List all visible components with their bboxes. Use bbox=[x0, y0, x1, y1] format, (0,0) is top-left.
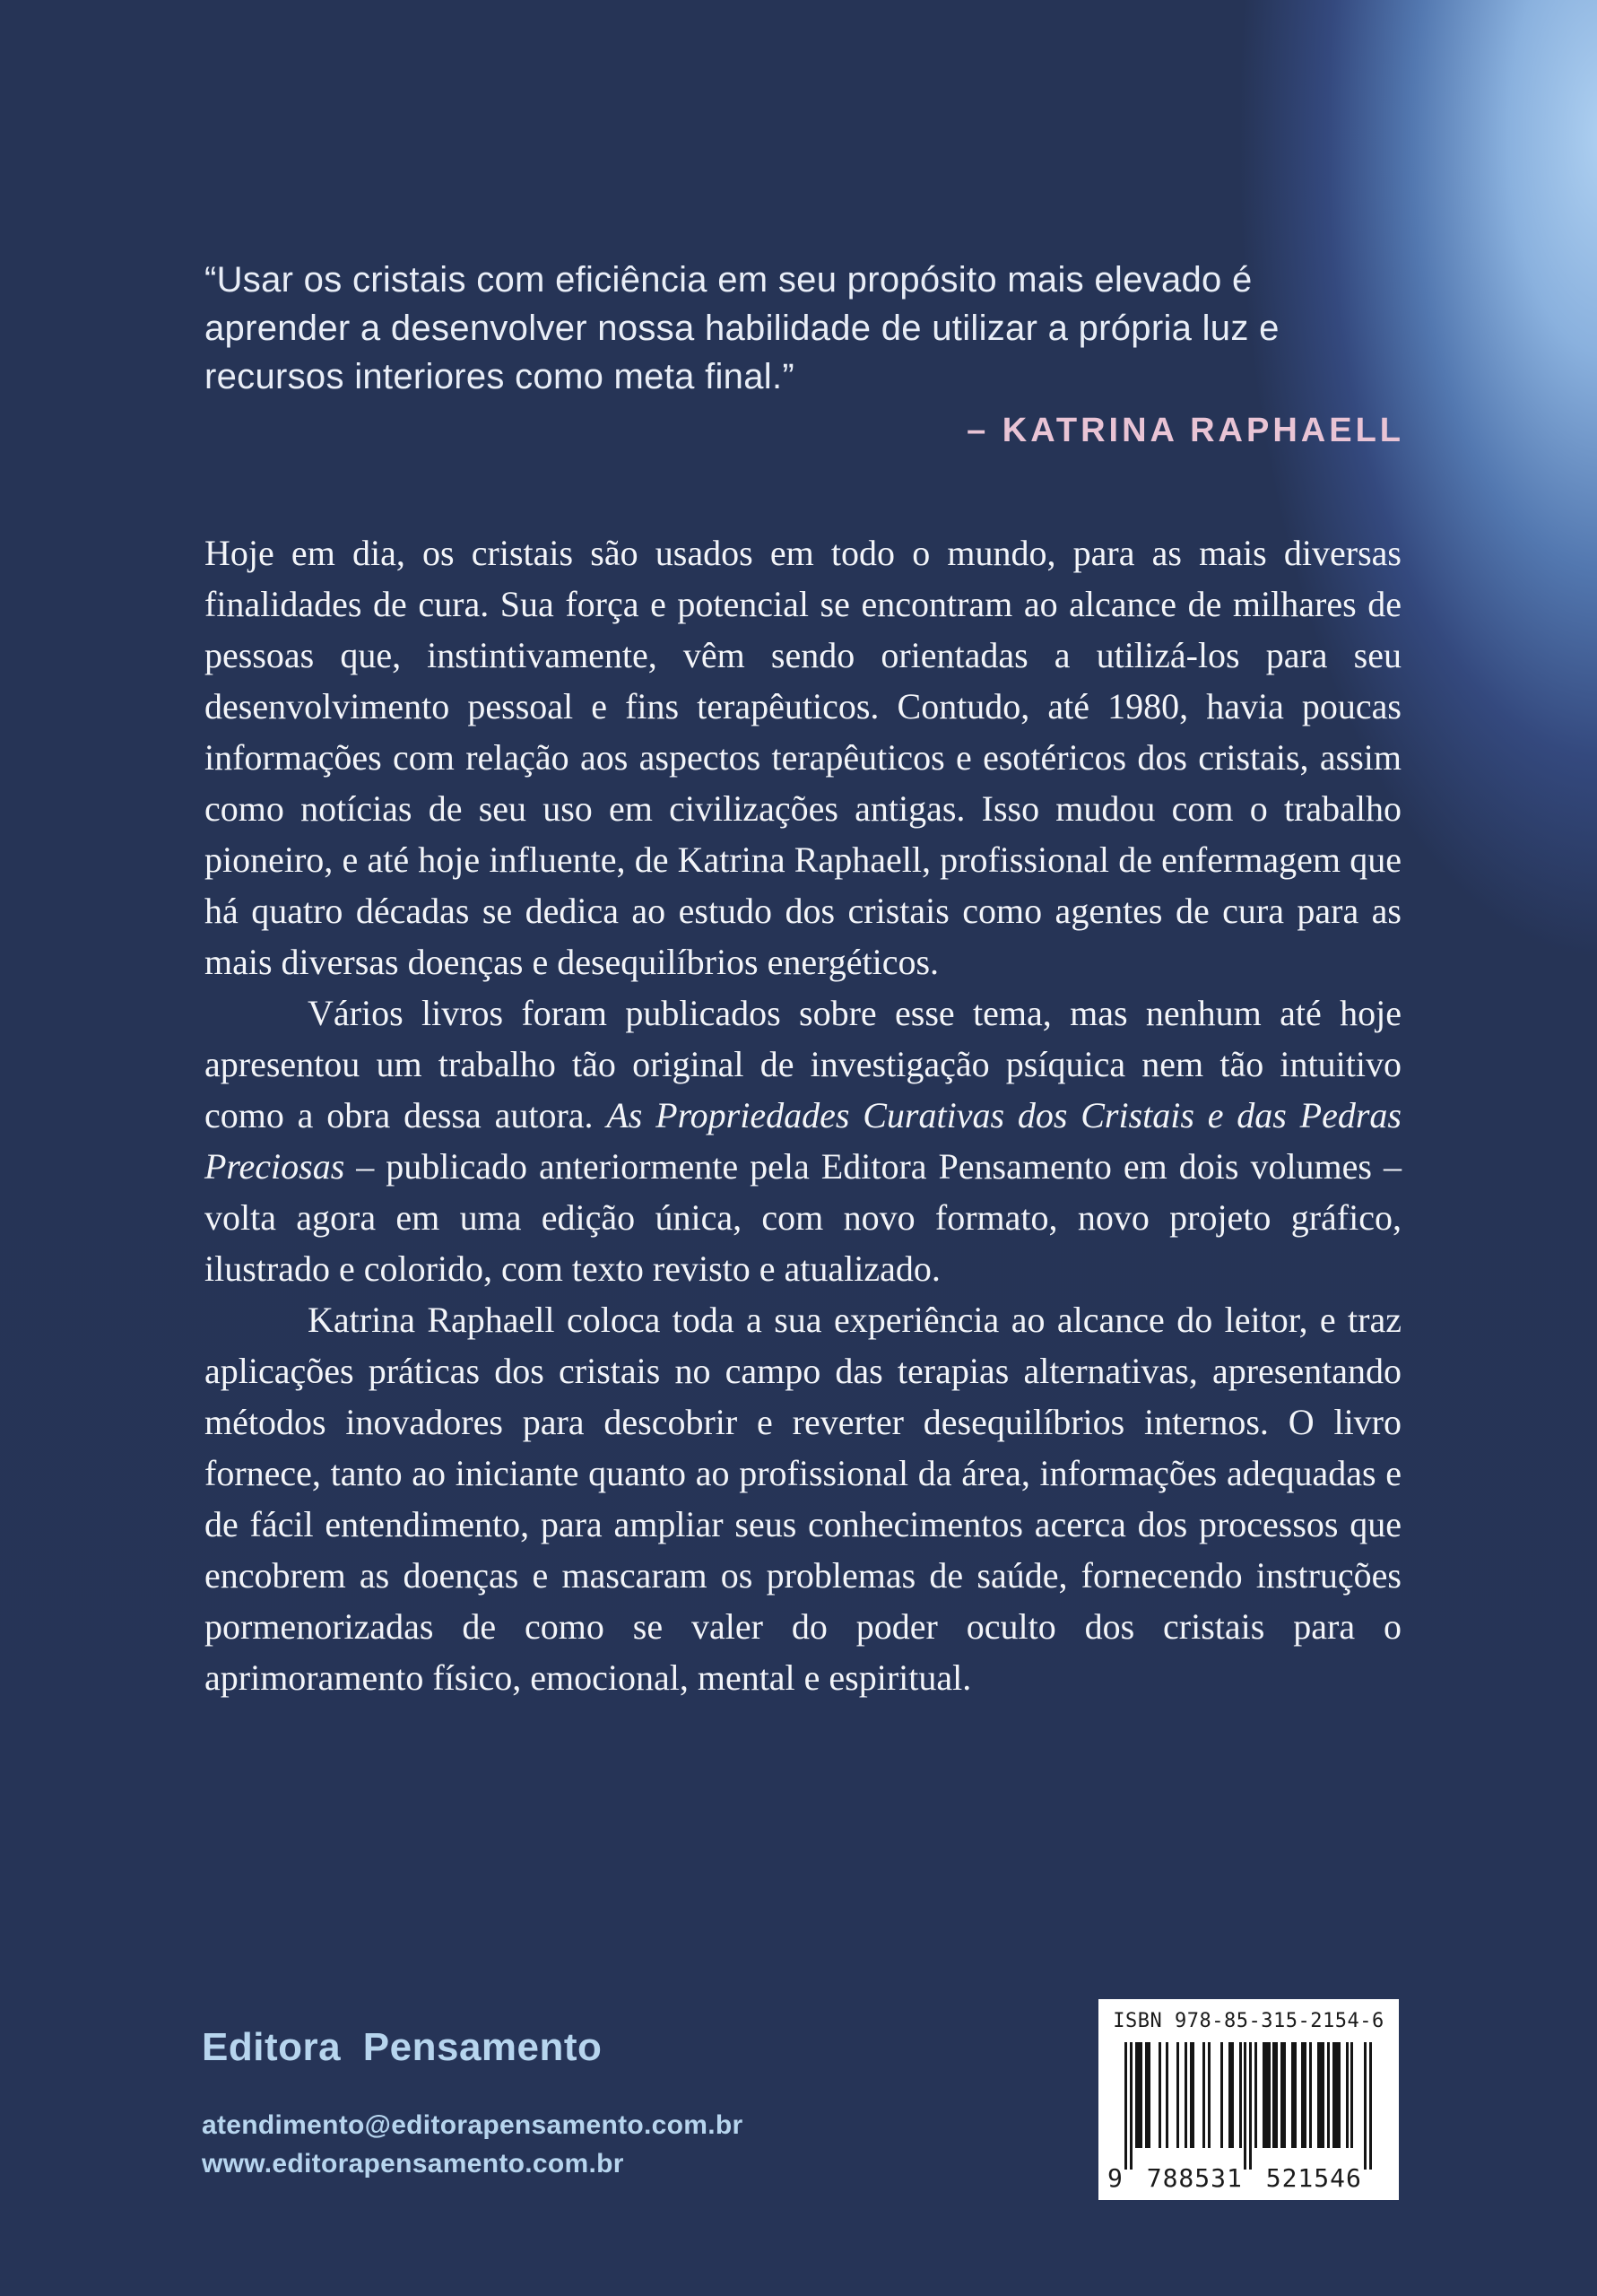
barcode-bar bbox=[1369, 2042, 1372, 2170]
barcode-bar bbox=[1309, 2042, 1312, 2148]
book-title: As Propriedades Curativas dos Cristais e das Pedras Preciosas bbox=[204, 1095, 1402, 1187]
barcode-bar bbox=[1176, 2042, 1179, 2148]
barcode-bar bbox=[1202, 2042, 1205, 2148]
barcode-bar bbox=[1166, 2042, 1168, 2148]
barcode-bar bbox=[1239, 2042, 1242, 2148]
synopsis-block bbox=[204, 527, 1402, 1703]
synopsis-paragraph-3: Katrina Raphaell coloca toda a sua experiência ao alcance do leitor, e traz aplicações práticas dos cristais no campo das terapias alternativas, apresentando métodos inovadores para descobrir e reverter desequilíbrios internos. O livro fornece, tanto ao iniciante quanto ao profissional da área, informações adequadas e de fácil entendimento, para ampliar seus conhecimentos acerca dos processos que encobrem as doenças e mascaram os problemas de saúde, fornecendo instruções pormenorizadas de como se valer do poder oculto dos cristais para o aprimoramento físico, emocional, mental e espiritual. bbox=[204, 1300, 1402, 1698]
synopsis-paragraph-2 bbox=[204, 987, 1402, 1294]
barcode-bar bbox=[1244, 2042, 1246, 2170]
barcode-bar bbox=[1364, 2042, 1367, 2170]
synopsis-paragraph-1: Hoje em dia, os cristais são usados em todo o mundo, para as mais diversas finalidades de cura. Sua força e potencial se encontram ao alcance de milhares de pessoas que, instintivamente, vêm sendo orientadas a utilizá-los para seu desenvolvimento pessoal e fins terapêuticos. Contudo, até 1980, havia poucas informações com relação aos aspectos terapêuticos e esotéricos dos cristais, assim como notícias de seu uso em civilizações antigas. Isso mudou com o trabalho pioneiro, e até hoje influente, de Katrina Raphaell, profissional de enfermagem que há quatro décadas se dedica ao estudo dos cristais como agentes de cura para as mais diversas doenças e desequilíbrios energéticos. bbox=[204, 533, 1402, 982]
barcode-bar bbox=[1275, 2042, 1278, 2148]
publisher-logo: Editora Pensamento bbox=[202, 2025, 603, 2069]
barcode-bar bbox=[1283, 2042, 1286, 2148]
barcode-bars bbox=[1124, 2042, 1374, 2170]
barcode-bar bbox=[1338, 2042, 1341, 2148]
barcode-bar bbox=[1185, 2042, 1187, 2148]
barcode-bar bbox=[1350, 2042, 1353, 2148]
publisher-contact-block bbox=[202, 2106, 742, 2183]
barcode-bar bbox=[1249, 2042, 1252, 2170]
barcode-bar bbox=[1159, 2042, 1161, 2148]
publisher-email: atendimento@editorapensamento.com.br bbox=[202, 2110, 743, 2140]
barcode-bar bbox=[1322, 2042, 1324, 2148]
barcode-bar bbox=[1124, 2042, 1127, 2170]
barcode-bar bbox=[1254, 2042, 1257, 2148]
synopsis-paragraph-2-continued: – publicado anteriormente pela Editora Pensamento em dois volumes – volta agora em uma edição única, com novo formato, novo projeto gráfico, ilustrado e colorido, com texto revisto e atualizado. bbox=[204, 1146, 1402, 1289]
quote-block bbox=[204, 256, 1404, 450]
barcode-bar bbox=[1130, 2042, 1133, 2170]
synopsis-paragraph-2-text: Vários livros foram publicados sobre esse tema, mas nenhum até hoje apresentou um trabalho tão original de investigação psíquica nem tão intuitivo como a obra dessa autora. bbox=[204, 993, 1402, 1135]
barcode-box bbox=[1098, 1999, 1399, 2200]
barcode-bar bbox=[1220, 2042, 1223, 2148]
barcode-bar bbox=[1327, 2042, 1330, 2148]
barcode-bar bbox=[1346, 2042, 1349, 2148]
publisher-website: www.editorapensamento.com.br bbox=[202, 2149, 624, 2179]
isbn-label: ISBN 978-85-315-2154-6 bbox=[1113, 2010, 1384, 2032]
barcode-bar bbox=[1208, 2042, 1211, 2148]
quote-text: “Usar os cristais com eficiência em seu propósito mais elevado é aprender a desenvolver nossa habilidade de utilizar a própria luz e recursos interiores como meta final.” bbox=[204, 260, 1280, 396]
barcode-bar bbox=[1294, 2042, 1297, 2148]
barcode-bar bbox=[1192, 2042, 1194, 2148]
barcode-bar bbox=[1140, 2042, 1142, 2148]
barcode-bar bbox=[1304, 2042, 1306, 2148]
barcode-bar bbox=[1148, 2042, 1150, 2148]
barcode-bar bbox=[1231, 2042, 1234, 2148]
barcode-bar bbox=[1268, 2042, 1271, 2148]
quote-attribution: – KATRINA RAPHAELL bbox=[967, 412, 1404, 449]
barcode-number: 9 788531 521546 bbox=[1107, 2163, 1362, 2193]
